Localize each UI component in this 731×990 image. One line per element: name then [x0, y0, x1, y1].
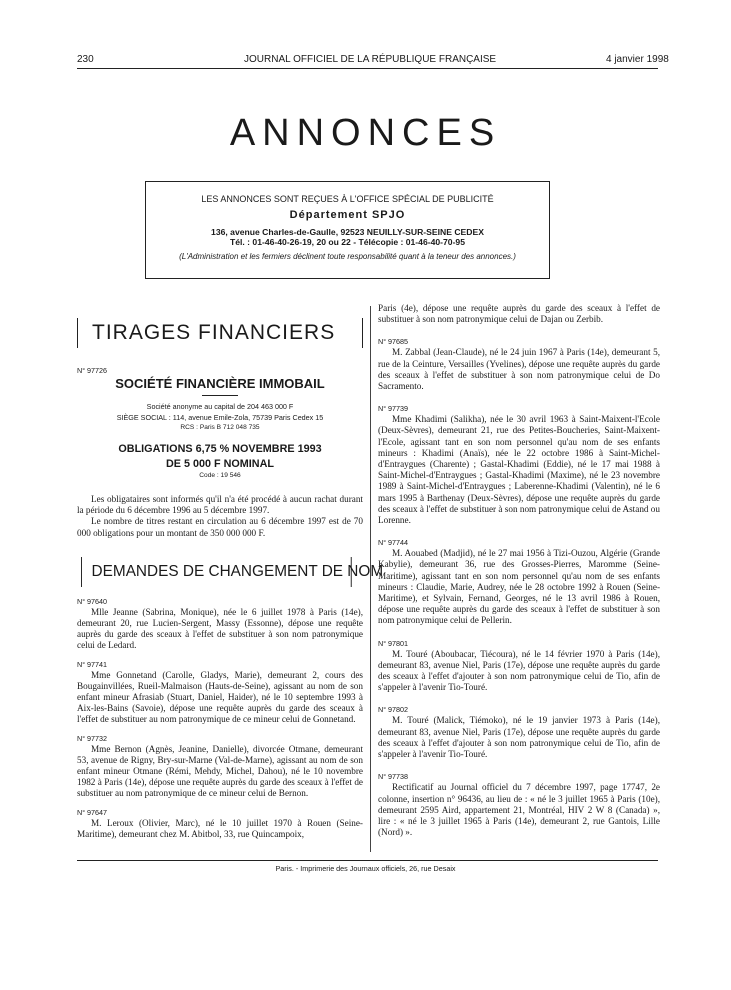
- column-divider: [370, 306, 371, 852]
- notice-phone: Tél. : 01-46-40-26-19, 20 ou 22 - Télécopie : 01-46-40-70-95: [229, 237, 465, 247]
- announcement-number: N° 97685: [378, 337, 409, 347]
- announcement-text: M. Aouabed (Madjid), né le 27 mai 1956 à Tizi-Ouzou, Algérie (Grande Kabylie), demeurant 36, rue des Grosses-Pierres, Maromme (Seine-Maritime), agissant tant en son nom personnel qu'au nom de ses enfants mineurs : Claudie, Marie, Audrey, née le 28 octobre 1992 à Rouen (Seine-Maritime), et Sylvain, Fernand, Georges, né le 13 avril 1986 à Rouen, dépose une requête auprès du garde des sceaux à l'effet de substituer à son nom patronymique celui de Pellerin.: [378, 548, 660, 626]
- journal-title: JOURNAL OFFICIEL DE LA RÉPUBLIQUE FRANÇAISE: [244, 54, 497, 65]
- announcement-text: Mme Gonnetand (Carolle, Gladys, Marie), demeurant 2, cours des Bougainvillées, Rueil-Malmaison (Hauts-de-Seine), agissant au nom de son enfant mineur Afrasiab (Stuart, Daniel, Haider), né le 10 septembre 1993 à Aix-les-Bains (Savoie), dépose une requête auprès du garde des sceaux à l'effet de substituer au nom patronymique de ce mineur celui de Gonnetand.: [77, 669, 363, 725]
- list-item: [77, 734, 363, 800]
- announcement-number: N° 97726: [77, 366, 108, 375]
- bond-nominal: DE 5 000 F NOMINAL: [166, 458, 274, 470]
- company-capital: Société anonyme au capital de 204 463 000 F: [146, 402, 294, 411]
- footer-rule: [77, 860, 658, 861]
- announcement-text: M. Zabbal (Jean-Claude), né le 24 juin 1967 à Paris (14e), demeurant 5, rue de la Ceinture, Versailles (Yvelines), dépose une requête auprès du garde des sceaux à l'effet de substituer à son nom patronymique celui de Do Sacramento.: [378, 347, 660, 392]
- tirages-text: [77, 494, 363, 539]
- announcement-number: N° 97647: [77, 807, 108, 817]
- paragraph: Les obligataires sont informés qu'il n'a été procédé à aucun rachat durant la période du 6 décembre 1996 au 5 décembre 1997.: [77, 494, 363, 516]
- title-rule: [202, 395, 238, 396]
- page-number: 230: [77, 54, 94, 65]
- list-item: [77, 808, 363, 840]
- company-rcs: RCS : Paris B 712 048 735: [180, 424, 260, 431]
- notice-address: 136, avenue Charles-de-Gaulle, 92523 NEUILLY-SUR-SEINE CEDEX: [211, 227, 484, 237]
- announcement-number: N° 97732: [77, 733, 108, 743]
- right-column: [378, 303, 660, 838]
- paragraph: Le nombre de titres restant en circulation au 6 décembre 1997 est de 70 000 obligations pour un montant de 350 000 000 F.: [77, 516, 363, 538]
- list-item: [77, 597, 363, 652]
- announcement-text: Rectificatif au Journal officiel du 7 décembre 1997, page 17747, 2e colonne, insertion n° 96436, au lieu de : « né le 3 juillet 1965 à Paris (10e), demeurant 2595 Aird, appartement 21, Montréal, HIV 2 W 8 (Canada) », lire : « né le 3 juillet 1965 à Paris (14e), demeurant 2, rue Gantois, Lille (Nord) ».: [378, 782, 660, 838]
- announcement-number: N° 97801: [378, 638, 409, 648]
- section-demandes-changement-nom: DEMANDES DE CHANGEMENT DE NOM: [81, 557, 352, 587]
- continued-text: Paris (4e), dépose une requête auprès du garde des sceaux à l'effet de substituer à son nom patronymique celui de Dajan ou Zerbib.: [378, 303, 660, 325]
- header-rule: [77, 68, 658, 69]
- list-item: [77, 660, 363, 726]
- announcement-text: M. Touré (Malick, Tiémoko), né le 19 janvier 1973 à Paris (14e), demeurant 83, avenue Niel, Paris (17e), dépose une requête auprès du garde des sceaux à l'effet d'ajouter à son nom patronymique celui de Tio, afin de s'appeler à l'avenir Tio-Touré.: [378, 715, 660, 760]
- announcement-number: N° 97744: [378, 538, 409, 548]
- announcement-text: Mme Khadimi (Salikha), née le 30 avril 1963 à Saint-Maixent-l'Ecole (Deux-Sèvres), demeurant 21, rue des Petites-Boucheries, Saint-Maixent-l'Ecole, agissant tant en son nom personnel qu'au nom de ses enfants mineurs : Khadimi (Anaïs), née le 22 octobre 1986 à Saint-Michel-d'Entraygues (Charente) ; Gastal-Khadimi (Eddie), né le 17 mai 1988 à Saint-Michel-d'Entraygues ; Gastal-Khadimi (Maxime), né le 23 novembre 1989 à Saint-Michel-d'Entraygues ; Laberenne-Khadimi (Valentin), né le 6 mars 1995 à Barthenay (Deux-Sèvres), dépose une requête auprès du garde des sceaux à l'effet de substituer à son nom patronymique celui de Astand ou Lorenne.: [378, 414, 660, 526]
- notice-box: [145, 181, 550, 279]
- announcement-number: N° 97738: [378, 772, 409, 782]
- notice-disclaimer: (L'Administration et les fermiers déclinent toute responsabilité quant à la teneur des annonces.): [179, 252, 516, 261]
- list-item: [378, 772, 660, 838]
- bond-title: OBLIGATIONS 6,75 % NOVEMBRE 1993: [118, 443, 322, 455]
- announcement-number: N° 97802: [378, 705, 409, 715]
- announcement-text: M. Touré (Aboubacar, Tiécoura), né le 14 février 1970 à Paris (14e), demeurant 83, avenue Niel, Paris (17e), dépose une requête auprès du garde des sceaux à l'effet d'ajouter à son nom patronymique celui de Tio, afin de s'appeler à l'avenir Tio-Touré.: [378, 648, 660, 693]
- department-name: Département SPJO: [289, 209, 406, 221]
- notice-line: LES ANNONCES SONT REÇUES À L'OFFICE SPÉCIAL DE PUBLICITÉ: [201, 194, 494, 204]
- page-title: ANNONCES: [229, 112, 502, 154]
- section-tirages-financiers: TIRAGES FINANCIERS: [77, 318, 363, 348]
- announcement-text: Mlle Jeanne (Sabrina, Monique), née le 6 juillet 1978 à Paris (14e), demeurant 20, rue Lucien-Sergent, Massy (Essonne), dépose une requête auprès du garde des sceaux à l'effet de substituer à son nom patronymique celui de Ledard.: [77, 606, 363, 651]
- list-item: [378, 337, 660, 392]
- announcement-number: N° 97739: [378, 404, 409, 414]
- list-item: [378, 705, 660, 760]
- company-name: SOCIÉTÉ FINANCIÈRE IMMOBAIL: [115, 376, 325, 391]
- list-item: [378, 538, 660, 626]
- announcement-number: N° 97741: [77, 659, 108, 669]
- announcement-text: M. Leroux (Olivier, Marc), né le 10 juillet 1970 à Rouen (Seine-Maritime), demeurant chez M. Abitbol, 33, rue Quincampoix,: [77, 817, 363, 839]
- list-item: [378, 639, 660, 694]
- company-siege: SIÈGE SOCIAL : 114, avenue Emile-Zola, 75739 Paris Cedex 15: [116, 413, 324, 422]
- printer-footer: Paris. - Imprimerie des Journaux officiels, 26, rue Desaix: [275, 864, 456, 873]
- left-column: [77, 318, 384, 840]
- announcement-number: N° 97640: [77, 596, 108, 606]
- announcement-text: Mme Bernon (Agnès, Jeanine, Danielle), divorcée Otmane, demeurant 53, avenue de Rigny, Bry-sur-Marne (Val-de-Marne), agissant au nom de son enfant mineur Otmane (Rémi, Mehdy, Michel, Dahou), né le 10 novembre 1982 à Paris (14e), dépose une requête auprès du garde des sceaux à l'effet de substituer au nom patronymique de ce mineur celui de Bernon.: [77, 743, 363, 799]
- list-item: [378, 404, 660, 526]
- demandes-left-list: [77, 597, 363, 840]
- bond-code: Code : 19 546: [199, 472, 241, 479]
- issue-date: 4 janvier 1998: [606, 54, 669, 65]
